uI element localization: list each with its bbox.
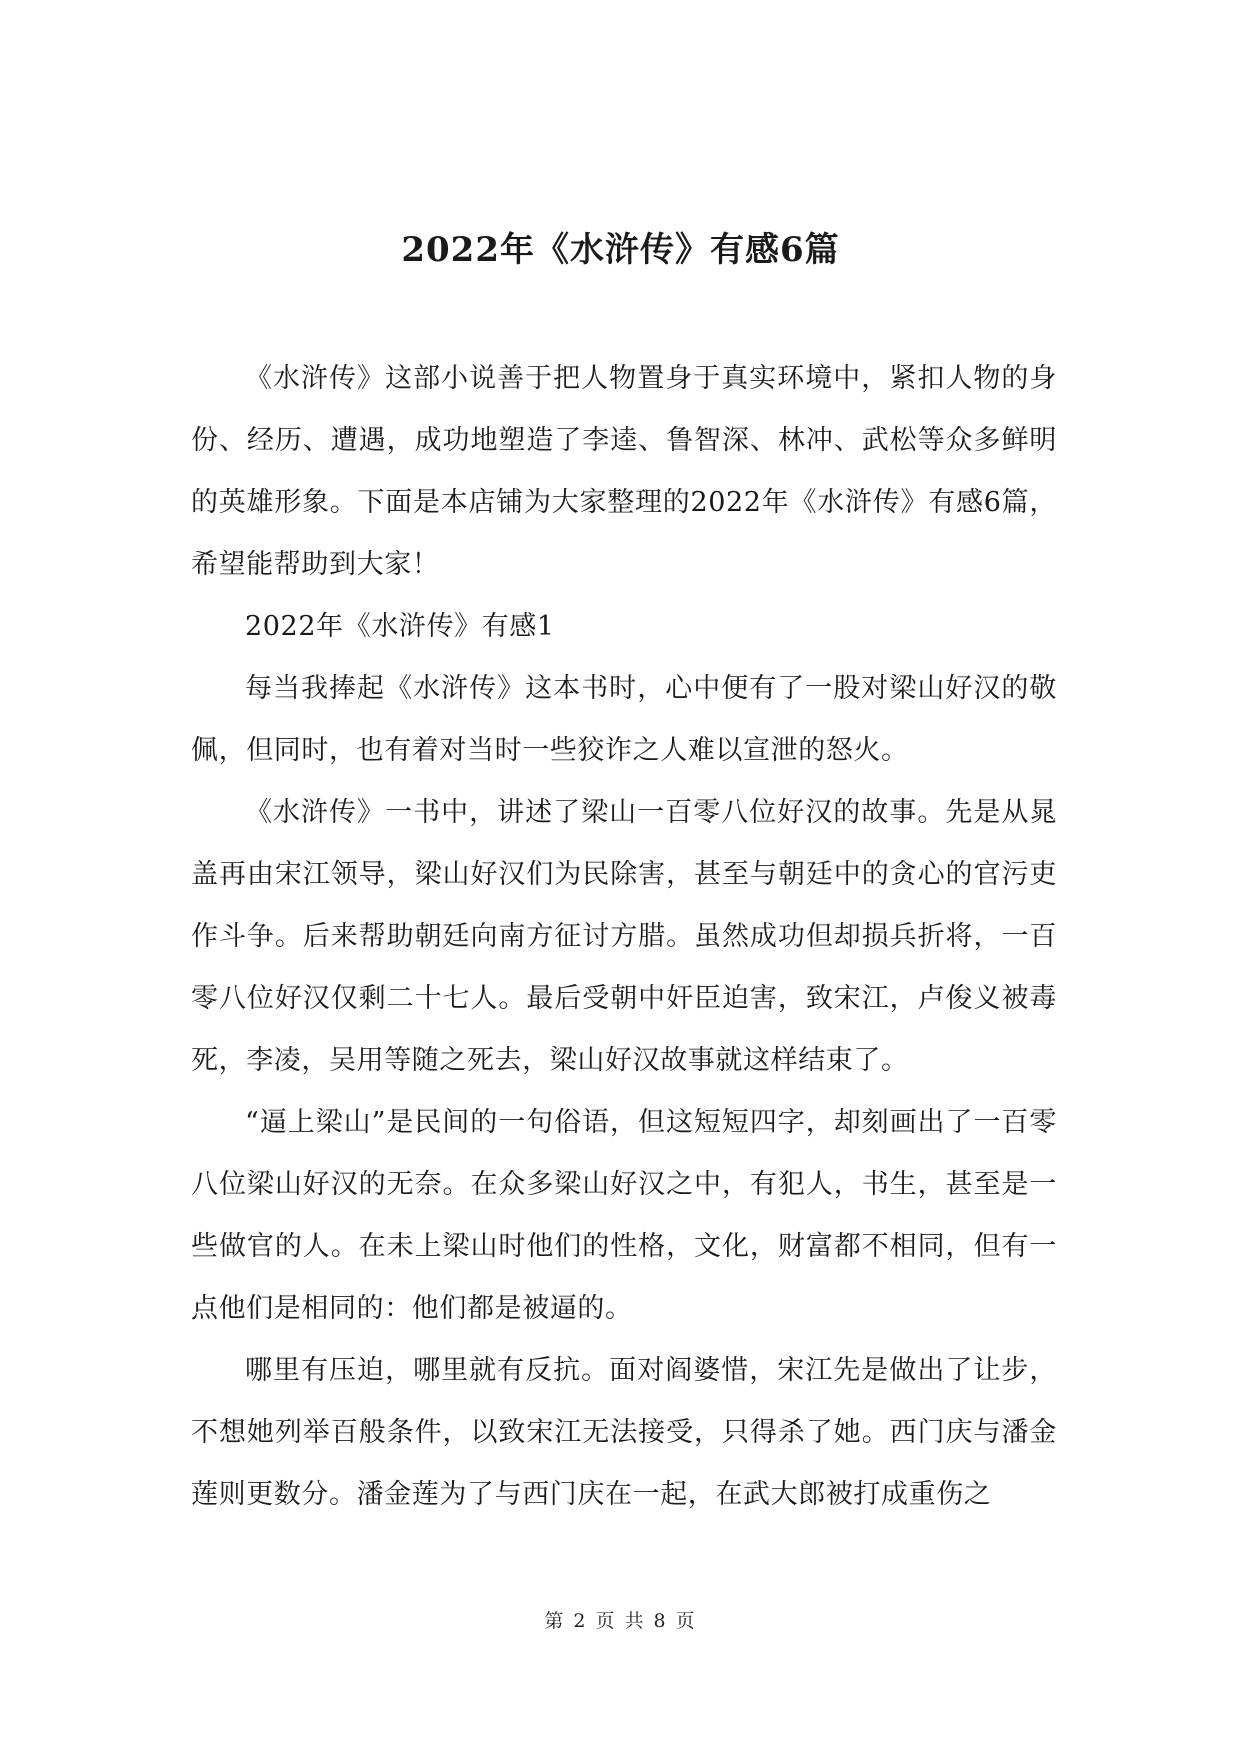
document-title: 2022年《水浒传》有感6篇	[401, 230, 840, 270]
body-paragraph: 每当我捧起《水浒传》这本书时，心中便有了一股对梁山好汉的敬佩，但同时，也有着对当时一些狡诈之人难以宣泄的怒火。	[191, 673, 1057, 766]
page-number-footer: 第 2 页 共 8 页	[544, 1610, 697, 1632]
section-heading: 2022年《水浒传》有感1	[245, 611, 555, 642]
body-paragraph: “逼上梁山”是民间的一句俗语，但这短短四字，却刻画出了一百零八位梁山好汉的无奈。在众多梁山好汉之中，有犯人，书生，甚至是一些做官的人。在未上梁山时他们的性格，文化，财富都不相同，但有一点他们是相同的：他们都是被逼的。	[191, 1107, 1057, 1324]
document-body	[191, 348, 1057, 1526]
intro-paragraph: 《水浒传》这部小说善于把人物置身于真实环境中，紧扣人物的身份、经历、遭遇，成功地塑造了李逵、鲁智深、林冲、武松等众多鲜明的英雄形象。下面是本店铺为大家整理的2022年《水浒传》有感6篇，希望能帮助到大家！	[191, 363, 1057, 580]
body-paragraph: 哪里有压迫，哪里就有反抗。面对阎婆惜，宋江先是做出了让步，不想她列举百般条件，以致宋江无法接受，只得杀了她。西门庆与潘金莲则更数分。潘金莲为了与西门庆在一起，在武大郎被打成重伤之	[191, 1355, 1057, 1510]
body-paragraph: 《水浒传》一书中，讲述了梁山一百零八位好汉的故事。先是从晁盖再由宋江领导，梁山好汉们为民除害，甚至与朝廷中的贪心的官污吏作斗争。后来帮助朝廷向南方征讨方腊。虽然成功但却损兵折将，一百零八位好汉仅剩二十七人。最后受朝中奸臣迫害，致宋江，卢俊义被毒死，李凌，吴用等随之死去，梁山好汉故事就这样结束了。	[191, 797, 1057, 1076]
